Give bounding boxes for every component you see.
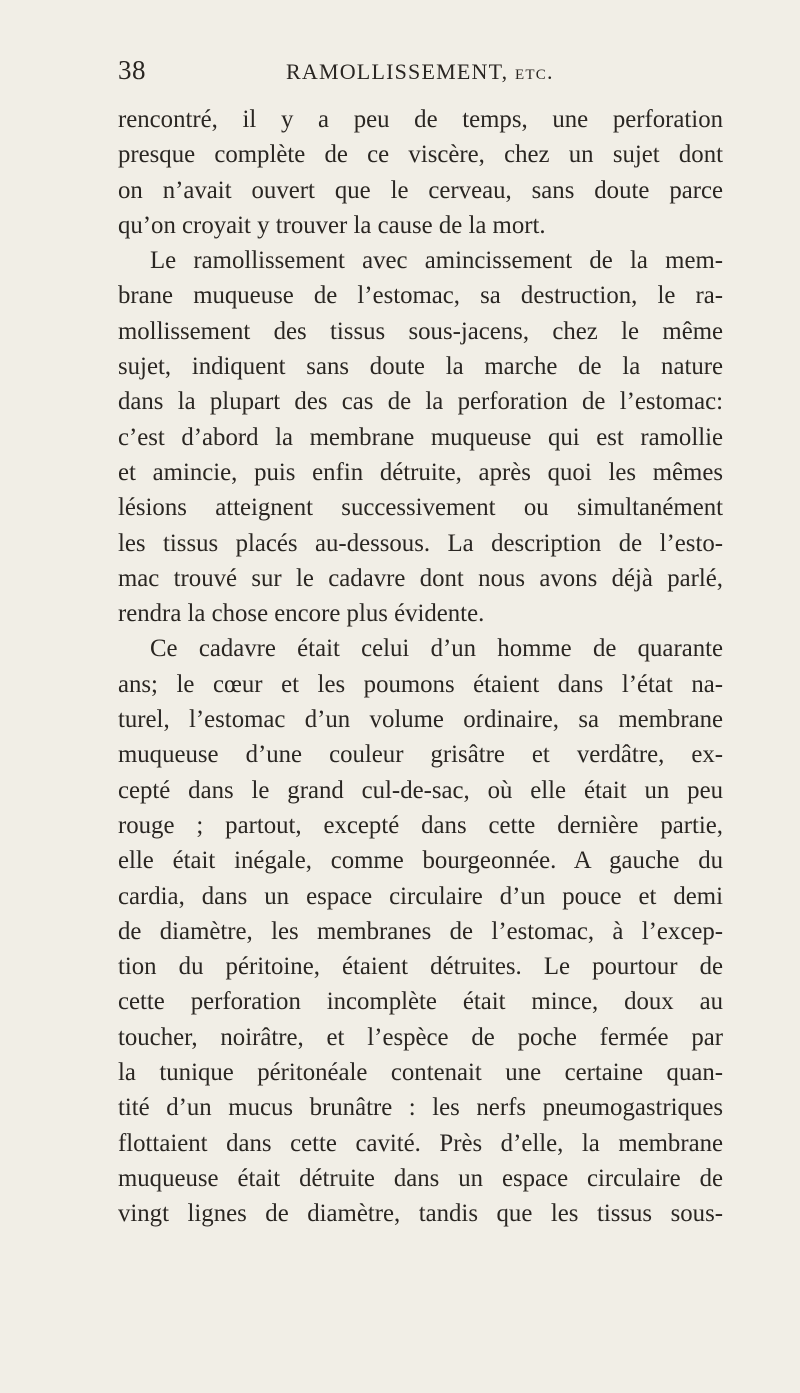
text-line: turel, l’estomac d’un volume ordinaire, sa membrane [118, 706, 723, 734]
text-line: c’est d’abord la membrane muqueuse qui est ramollie [118, 423, 723, 451]
text-line: Ce cadavre était celui d’un homme de quarante [150, 635, 723, 663]
text-line: elle était inégale, comme bourgeonnée. A gauche du [118, 847, 723, 875]
text-line: muqueuse d’une couleur grisâtre et verdâtre, ex- [118, 741, 723, 769]
text-line: les tissus placés au-dessous. La description de l’esto- [118, 529, 723, 557]
text-line: la tunique péritonéale contenait une certaine quan- [118, 1059, 723, 1087]
text-line: mac trouvé sur le cadavre dont nous avons déjà parlé, [118, 564, 723, 592]
text-line: vingt lignes de diamètre, tandis que les tissus sous- [118, 1200, 723, 1228]
text-line: qu’on croyait y trouver la cause de la mort. [118, 211, 546, 239]
text-line: ans; le cœur et les poumons étaient dans l’état na- [118, 670, 723, 698]
text-line: mollissement des tissus sous-jacens, chez le même [118, 317, 723, 345]
text-line: Le ramollissement avec amincissement de la mem- [150, 247, 723, 275]
text-line: tité d’un mucus brunâtre : les nerfs pneumogastriques [118, 1094, 723, 1122]
text-line: rouge ; partout, excepté dans cette dernière partie, [118, 811, 723, 839]
body-text [118, 102, 723, 1232]
text-line: tion du péritoine, étaient détruites. Le pourtour de [118, 953, 723, 981]
text-line: rendra la chose encore plus évidente. [118, 600, 485, 628]
text-line: muqueuse était détruite dans un espace circulaire de [118, 1164, 723, 1192]
text-line: cardia, dans un espace circulaire d’un pouce et demi [118, 882, 723, 910]
text-line: on n’avait ouvert que le cerveau, sans doute parce [118, 176, 723, 204]
text-line: presque complète de ce viscère, chez un sujet dont [118, 141, 723, 169]
text-line: sujet, indiquent sans doute la marche de la nature [118, 353, 723, 381]
text-line: cette perforation incomplète était mince, doux au [118, 988, 723, 1016]
text-line: dans la plupart des cas de la perforation de l’estomac: [118, 388, 723, 416]
text-line: toucher, noirâtre, et l’espèce de poche fermée par [118, 1023, 723, 1051]
text-line: rencontré, il y a peu de temps, une perforation [118, 106, 723, 133]
page-number: 38 [118, 55, 146, 85]
text-line: et amincie, puis enfin détruite, après quoi les mêmes [118, 458, 723, 486]
running-title: RAMOLLISSEMENT, etc. [286, 59, 554, 84]
text-line: flottaient dans cette cavité. Près d’elle, la membrane [118, 1129, 723, 1157]
text-line: cepté dans le grand cul-de-sac, où elle était un peu [118, 776, 723, 804]
text-line: lésions atteignent successivement ou simultanément [118, 494, 723, 522]
text-line: de diamètre, les membranes de l’estomac, à l’excep- [118, 917, 723, 945]
text-line: brane muqueuse de l’estomac, sa destruction, le ra- [118, 282, 723, 310]
page-header [118, 55, 738, 95]
